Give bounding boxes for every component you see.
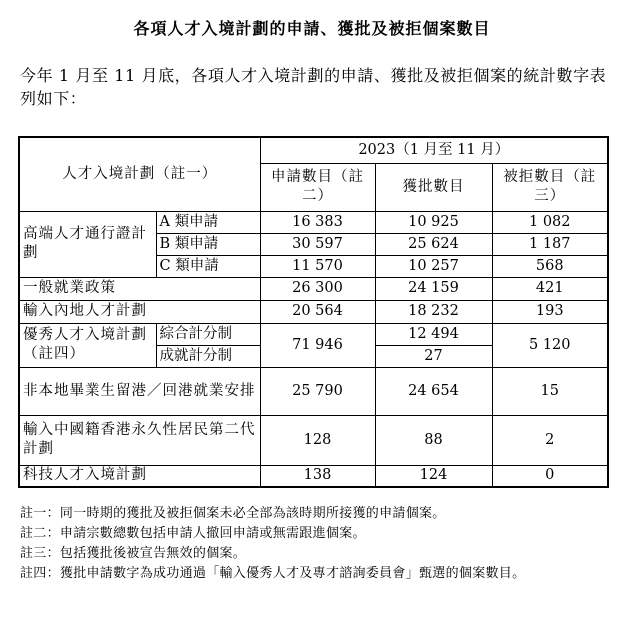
second-gen-label: 輸入中國籍香港永久性居民第二代計劃 — [19, 415, 260, 465]
table-row — [19, 211, 608, 233]
irnhkg-label: 非本地畢業生留港／回港就業安排 — [19, 367, 260, 415]
irnhkg-refused: 15 — [492, 367, 608, 415]
ttps-category-a: A 類申請 — [156, 211, 260, 233]
asmtp-approved: 18 232 — [375, 300, 492, 323]
page-title: 各項人才入境計劃的申請、獲批及被拒個案數目 — [133, 19, 491, 38]
qmas-refused: 5 120 — [492, 323, 608, 367]
refused-header: 被拒數目（註三） — [492, 163, 608, 211]
footnote-label: 註四： — [20, 566, 60, 581]
footnote-text: 申請宗數總數包括申請人撤回申請或無需跟進個案。 — [59, 526, 366, 541]
table-row — [19, 367, 608, 415]
period-header: 2023（1 月至 11 月） — [260, 137, 608, 163]
qmas-label: 優秀人才入境計劃（註四） — [19, 323, 156, 367]
techtas-approved: 124 — [375, 465, 492, 487]
gep-label: 一般就業政策 — [19, 277, 260, 300]
ttps-b-applications: 30 597 — [260, 233, 375, 255]
asmtp-label: 輸入內地人才計劃 — [19, 300, 260, 323]
irnhkg-applications: 25 790 — [260, 367, 375, 415]
footnote-2 — [20, 524, 620, 544]
ttps-label: 高端人才通行證計劃 — [19, 211, 156, 277]
techtas-applications: 138 — [260, 465, 375, 487]
table-row — [19, 465, 608, 487]
table-row — [19, 277, 608, 300]
approved-header: 獲批數目 — [375, 163, 492, 211]
applications-header: 申請數目（註二） — [260, 163, 375, 211]
footnote-text: 獲批申請數字為成功通過「輸入優秀人才及專才諮詢委員會」甄選的個案數目。 — [59, 566, 526, 581]
gep-approved: 24 159 — [375, 277, 492, 300]
ttps-c-approved: 10 257 — [375, 255, 492, 277]
asmtp-refused: 193 — [492, 300, 608, 323]
ttps-c-applications: 11 570 — [260, 255, 375, 277]
ttps-b-approved: 25 624 — [375, 233, 492, 255]
footnote-text: 包括獲批後被宣告無效的個案。 — [59, 546, 247, 561]
footnote-label: 註一： — [20, 506, 60, 521]
gep-refused: 421 — [492, 277, 608, 300]
asmtp-applications: 20 564 — [260, 300, 375, 323]
footnote-4 — [20, 564, 620, 584]
second-gen-applications: 128 — [260, 415, 375, 465]
ttps-c-refused: 568 — [492, 255, 608, 277]
qmas-general-approved: 12 494 — [375, 323, 492, 345]
intro-paragraph: 今年 1 月至 11 月底，各項人才入境計劃的申請、獲批及被拒個案的統計數字表列如下： — [20, 66, 607, 108]
scheme-header: 人才入境計劃（註一） — [19, 137, 260, 211]
ttps-a-applications: 16 383 — [260, 211, 375, 233]
qmas-general-points: 綜合計分制 — [156, 323, 260, 345]
footnote-text: 同一時期的獲批及被拒個案未必全部為該時期所接獲的申請個案。 — [59, 506, 446, 521]
footnote-label: 註三： — [20, 546, 60, 561]
footnote-label: 註二： — [20, 526, 60, 541]
ttps-a-refused: 1 082 — [492, 211, 608, 233]
ttps-b-refused: 1 187 — [492, 233, 608, 255]
footnote-3 — [20, 544, 620, 564]
irnhkg-approved: 24 654 — [375, 367, 492, 415]
table-row — [19, 300, 608, 323]
ttps-category-c: C 類申請 — [156, 255, 260, 277]
qmas-achievement-points: 成就計分制 — [156, 345, 260, 367]
second-gen-approved: 88 — [375, 415, 492, 465]
footnotes — [20, 504, 620, 584]
qmas-applications: 71 946 — [260, 323, 375, 367]
techtas-refused: 0 — [492, 465, 608, 487]
footnote-1 — [20, 504, 620, 524]
second-gen-refused: 2 — [492, 415, 608, 465]
ttps-category-b: B 類申請 — [156, 233, 260, 255]
statistics-table — [18, 136, 609, 488]
gep-applications: 26 300 — [260, 277, 375, 300]
techtas-label: 科技人才入境計劃 — [19, 465, 260, 487]
ttps-a-approved: 10 925 — [375, 211, 492, 233]
table-row — [19, 415, 608, 465]
table-row — [19, 323, 608, 345]
qmas-achievement-approved: 27 — [375, 345, 492, 367]
